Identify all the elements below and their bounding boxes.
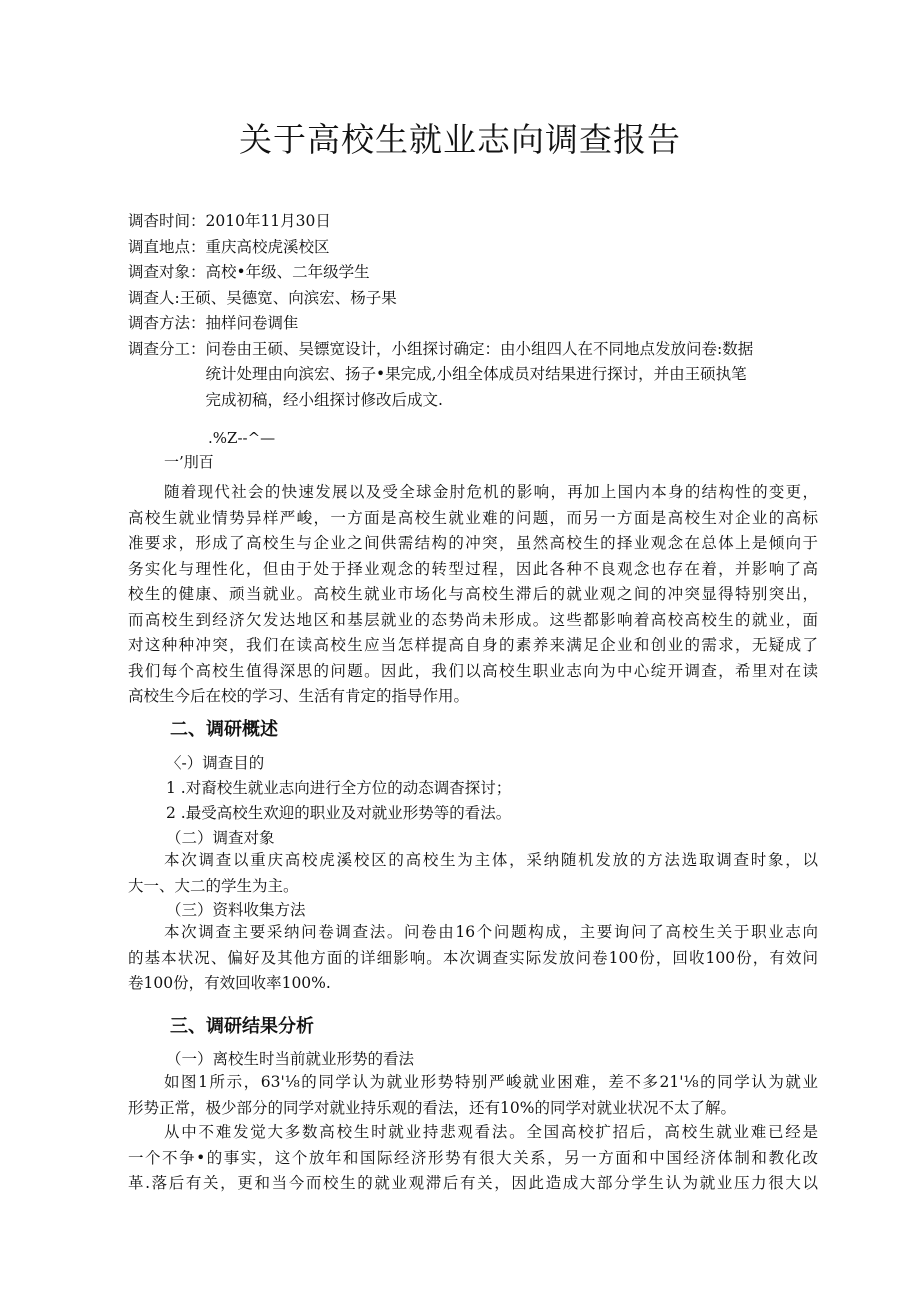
text-line: 对这种种冲突，我们在读高校生应当怎样提高自身的素养来满足企业和创业的需求，无疑成了 — [128, 636, 818, 654]
meta-place: 调直地点：重庆高校虎溪校区 — [128, 237, 330, 256]
text-line: 高校生今后在校的学习、生活有肯定的指导作用。 — [128, 687, 470, 705]
subheading-employment-view: （一）离校生时当前就业形势的看法 — [166, 1050, 415, 1068]
meta-division-label: 调查分工： — [128, 339, 206, 358]
text-line: 本次调查主要采纳问卷调查法。问卷由16个问题构成，主要询问了高校生关于职业志向 — [164, 923, 818, 941]
data-collection-paragraph — [128, 920, 818, 997]
section-heading-results: 三、调研结果分析 — [170, 1016, 314, 1037]
meta-division-line: 问卷由王硕、吴镖宽设计，小组探讨确定：由小组四人在不同地点发放问卷:数据 — [205, 339, 754, 358]
text-line: 卷100份，有效回收率100%. — [128, 974, 331, 992]
text-line: 大一、大二的学生为主。 — [128, 876, 299, 895]
results-paragraph-1 — [128, 1070, 818, 1121]
subheading-purpose: 〈-）调查目的 — [166, 754, 265, 772]
report-title: 关于高校生就业志向调查报告 — [239, 120, 681, 159]
purpose-item: 1 .对裔校生就业志向进行全方位的动态调杳探讨； — [166, 779, 512, 797]
subjects-paragraph — [128, 848, 818, 899]
meta-time: 调杳时间：2010年11月30日 — [128, 212, 331, 230]
text-line: 随着现代社会的快速发展以及受全球金肘危机的影响，再加上国内本身的结构性的变更， — [164, 483, 818, 501]
garbled-text: .%Z--^— — [208, 429, 276, 447]
text-line: 准要求，形成了高校生与企业之间供需结构的冲突，虽然高校生的择业观念在总体上是倾向于 — [128, 534, 818, 552]
subheading-subjects: （二）调查对象 — [166, 829, 275, 847]
text-line: 的基本状况、偏好及其他方面的详细影响。本次调查实际发放问卷100份，回收100份，有效问 — [128, 948, 818, 967]
subheading-data-collection: （三）资料收集方法 — [166, 901, 306, 919]
text-line: 我们每个高校生值得深思的问题。因此，我们以高校生职业志向为中心绽开调查，希里对在读 — [128, 661, 818, 680]
text-line: 务实化与理性化，但由于处于择业观念的转型过程，因此各种不良观念也存在着，并影响了高 — [128, 559, 818, 578]
text-line: 如图1所示，63'⅛的同学认为就业形势特别严峻就业困难，差不多21'⅛的同学认为就业 — [164, 1073, 818, 1091]
intro-paragraph — [128, 480, 818, 710]
text-line: 本次调查以重庆高校虎溪校区的高校生为主体，采纳随机发放的方法选取调查时象，以 — [164, 851, 818, 869]
meta-division — [128, 337, 828, 414]
meta-division-line: 完成初稿，经小组探讨修改后成文. — [205, 390, 443, 409]
section-heading-overview: 二、调研概述 — [170, 719, 278, 740]
purpose-item: 2 .最受高校生欢迎的职业及对就业形势等的看法。 — [166, 804, 512, 822]
meta-method: 调杳方法：抽样问卷调隹 — [128, 314, 299, 332]
text-line: 从中不难发觉大多数高校生时就业持悲观看法。全国高校扩招后，高校生就业难已经是 — [164, 1123, 818, 1141]
text-line: 高校生就业情势异样严峻，一方面是高校生就业难的问题，而另一方面是高校生对企业的高标 — [128, 508, 818, 527]
survey-meta — [128, 209, 828, 413]
text-line: 形势正常，极少部分的同学对就业持乐观的看法，还有10%的同学对就业状况不太了解。 — [128, 1098, 736, 1117]
meta-people: 调查人:王硕、吴德宽、向滨宏、杨子果 — [128, 288, 397, 307]
foreword-heading: 一’刖百 — [164, 453, 214, 471]
text-line: 而高校生到经济欠发达地区和基层就业的态势尚未形成。这些都影响着高校高校生的就业，面 — [128, 610, 818, 629]
meta-division-line: 统计处理由向滨宏、扬子•果完成,小组全体成员对结果进行探讨，并由王硕执笔 — [205, 365, 747, 383]
text-line: 校生的健康、顽当就业。高校生就业市场化与高校生滞后的就业观之间的冲突显得特别突出， — [128, 585, 818, 603]
results-paragraph-2 — [128, 1120, 818, 1197]
meta-target: 调查对象：高校•年级、二年级学生 — [128, 263, 370, 281]
text-line: 革.落后有关，更和当今而校生的就业观滞后有关，因此造成大部分学生认为就业压力很大以 — [128, 1174, 818, 1192]
text-line: 一个不争•的事实，这个放年和国际经济形势有很大关系，另一方面和中国经济体制和教化改 — [128, 1148, 818, 1167]
